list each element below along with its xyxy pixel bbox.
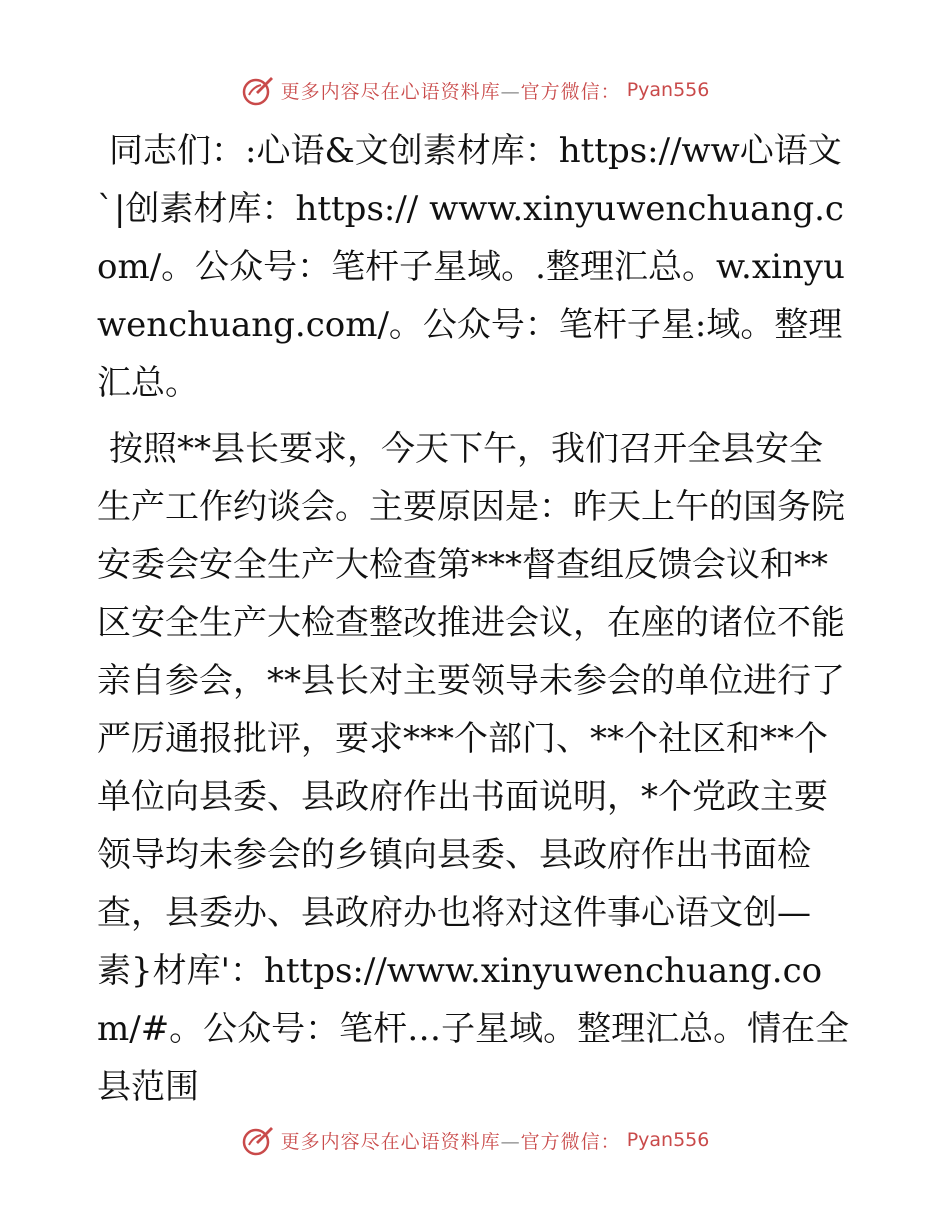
header-wechat-label: 官方微信： xyxy=(520,80,621,103)
header-separator: — xyxy=(500,80,521,103)
quill-pen-icon xyxy=(241,73,275,107)
header-banner-text xyxy=(281,77,621,104)
footer-separator: — xyxy=(500,1130,521,1153)
header-banner xyxy=(0,70,950,110)
footer-wechat-id: Pyan556 xyxy=(626,1129,710,1151)
footer-wechat-label: 官方微信： xyxy=(520,1130,621,1153)
header-wechat-id: Pyan556 xyxy=(626,79,710,101)
paragraph-main: 按照**县长要求，今天下午，我们召开全县安全生产工作约谈会。主要原因是：昨天上午的国务院安委会安全生产大检查第***督查组反馈会议和**区安全生产大检查整改推进会议，在座的诸位不能亲自参会，**县长对主要领导未参会的单位进行了严厉通报批评，要求***个部门、**个社区和**个单位向县委、县政府作出书面说明，*个党政主要领导均未参会的乡镇向县委、县政府作出书面检查，县委办、县政府办也将对这件事心语文创—素}材库'：https://www.xinyuwenchuang.com/#。公众号：笔杆…子星域。整理汇总。情在全县范围 xyxy=(97,429,850,1107)
footer-banner-text xyxy=(281,1127,621,1154)
footer-slogan: 更多内容尽在心语资料库 xyxy=(280,1130,501,1153)
footer-banner xyxy=(0,1120,950,1160)
header-slogan: 更多内容尽在心语资料库 xyxy=(280,80,501,103)
quill-pen-icon xyxy=(241,1123,275,1157)
document-body xyxy=(97,122,852,1116)
paragraph-salutation: 同志们：:心语&文创素材库：https://ww心语文`|创素材库：https:// www.xinyuwenchuang.com/。公众号：笔杆子星域。.整理汇总。w.xinyuwenchuang.com/。公众号：笔杆子星:域。整理汇总。 xyxy=(97,131,845,403)
